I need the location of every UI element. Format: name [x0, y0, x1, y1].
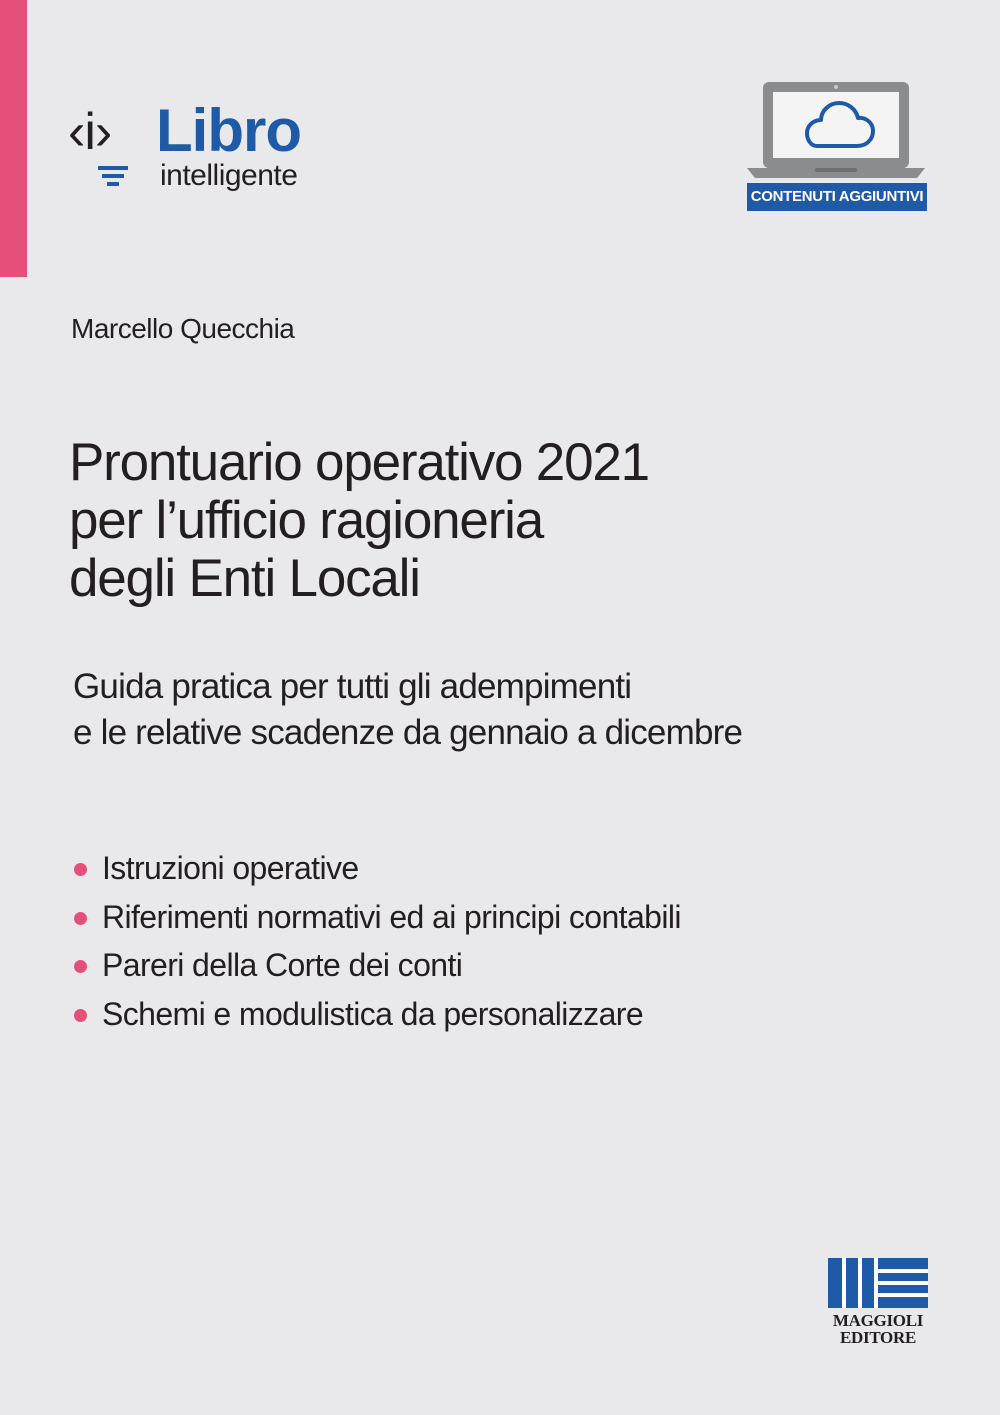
title-line: degli Enti Locali [69, 549, 420, 608]
feature-list [74, 844, 681, 1038]
publisher-name: MAGGIOLI [832, 1311, 924, 1330]
bullet-dot-icon [74, 863, 87, 876]
feature-text: Riferimenti normativi ed ai principi contabili [102, 898, 681, 935]
laptop-cloud-icon [745, 80, 927, 184]
publisher-subname: EDITORE [839, 1328, 916, 1347]
feature-item [74, 844, 681, 893]
feature-text: Istruzioni operative [102, 850, 359, 886]
feature-text: Pareri della Corte dei conti [102, 947, 463, 983]
bullet-dot-icon [74, 1009, 87, 1022]
book-subtitle [73, 664, 953, 756]
bullet-dot-icon [74, 960, 87, 973]
author-name: Marcello Quecchia [71, 313, 295, 344]
accent-bar [0, 0, 27, 277]
additional-content-badge [745, 80, 927, 212]
logo-tagline: intelligente [160, 159, 298, 192]
subtitle-line: Guida pratica per tutti gli adempimenti [73, 667, 632, 706]
logo-brand: Libro [156, 97, 301, 164]
feature-item [74, 893, 681, 942]
bullet-dot-icon [74, 912, 87, 925]
feature-item [74, 990, 681, 1039]
feature-text: Schemi e modulistica da personalizzare [102, 995, 644, 1032]
maggioli-m-icon [826, 1256, 930, 1310]
publisher-logo [826, 1256, 930, 1346]
feature-item [74, 941, 681, 990]
ilibro-logo [68, 98, 308, 198]
logo-brackets: ‹i› [68, 103, 112, 161]
title-line: per l’ufficio ragioneria [69, 491, 544, 550]
title-line: Prontuario operativo 2021 [69, 433, 649, 492]
badge-label: CONTENUTI AGGIUNTIVI [747, 183, 927, 211]
lightbulb-lines-icon [94, 164, 134, 188]
subtitle-line: e le relative scadenze da gennaio a dicembre [73, 713, 743, 752]
book-title [69, 434, 949, 608]
